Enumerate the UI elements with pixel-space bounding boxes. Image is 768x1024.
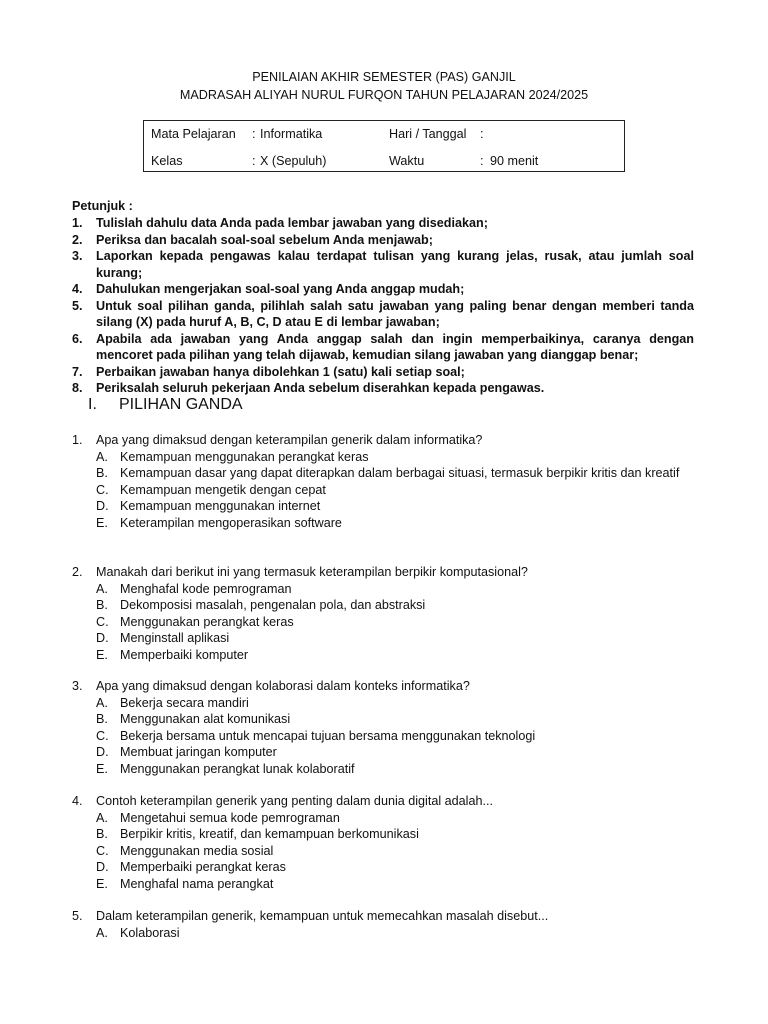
class-label: Kelas xyxy=(151,154,183,168)
question-text: Dalam keterampilan generik, kemampuan untuk memecahkan masalah disebut... xyxy=(96,909,549,923)
info-row-subject xyxy=(144,125,624,143)
instruction-text: Periksa dan bacalah soal-soal sebelum Anda menjawab; xyxy=(96,232,433,247)
instruction-text: Laporkan kepada pengawas kalau terdapat tulisan yang kurang jelas, rusak, atau jumlah soal kurang; xyxy=(96,249,694,280)
option-letter: B. xyxy=(96,466,108,480)
option-letter: A. xyxy=(96,810,108,825)
instruction-text: Tulislah dahulu data Anda pada lembar jawaban yang disediakan; xyxy=(96,216,488,230)
section-title: PILIHAN GANDA xyxy=(119,396,243,413)
question-2 xyxy=(72,564,694,663)
question-number: 2. xyxy=(72,565,83,579)
exam-header xyxy=(0,68,768,104)
option-text: Kemampuan mengetik dengan cepat xyxy=(120,482,326,497)
instruction-number: 2. xyxy=(72,232,83,247)
question-number: 1. xyxy=(72,433,83,447)
option-item xyxy=(72,761,694,778)
option-letter: E. xyxy=(96,647,108,662)
option-text: Bekerja bersama untuk mencapai tujuan bersama menggunakan teknologi xyxy=(120,728,536,743)
instructions xyxy=(72,198,694,397)
question-text: Manakah dari berikut ini yang termasuk keterampilan berpikir komputasional? xyxy=(96,565,528,579)
question-4 xyxy=(72,793,694,892)
instruction-item xyxy=(72,248,694,281)
instruction-text: Perbaikan jawaban hanya dibolehkan 1 (satu) kali setiap soal; xyxy=(96,364,465,379)
option-item xyxy=(72,826,694,843)
option-list xyxy=(72,695,694,778)
option-letter: D. xyxy=(96,631,109,645)
instruction-item xyxy=(72,364,694,381)
option-text: Menghafal nama perangkat xyxy=(120,876,274,891)
option-letter: E. xyxy=(96,515,108,530)
option-letter: B. xyxy=(96,712,108,726)
option-text: Keterampilan mengoperasikan software xyxy=(120,515,342,530)
option-list xyxy=(72,810,694,893)
time-colon: : xyxy=(480,154,484,168)
instruction-text: Apabila ada jawaban yang Anda anggap salah dan ingin memperbaikinya, caranya dengan mencoret pada pilihan yang telah dijawab, kemudian silang jawaban yang dianggap benar; xyxy=(96,331,694,362)
option-text: Berpikir kritis, kreatif, dan kemampuan berkomunikasi xyxy=(120,827,419,841)
option-text: Menggunakan alat komunikasi xyxy=(120,712,291,726)
instructions-list xyxy=(72,215,694,397)
option-letter: A. xyxy=(96,925,108,940)
option-item xyxy=(72,581,694,598)
question-stem xyxy=(72,678,694,695)
option-item xyxy=(72,647,694,664)
question-stem xyxy=(72,908,694,925)
instruction-number: 4. xyxy=(72,282,83,296)
time-label: Waktu xyxy=(389,154,425,168)
instruction-item xyxy=(72,380,694,397)
time-value: 90 menit xyxy=(490,154,539,168)
option-item xyxy=(72,498,694,515)
option-letter: B. xyxy=(96,827,108,841)
option-letter: B. xyxy=(96,598,108,612)
section-number: I. xyxy=(88,396,97,413)
option-letter: E. xyxy=(96,876,108,891)
option-letter: C. xyxy=(96,482,109,497)
option-item xyxy=(72,728,694,745)
question-text: Apa yang dimaksud dengan keterampilan generik dalam informatika? xyxy=(96,433,483,447)
question-number: 5. xyxy=(72,909,83,923)
option-text: Membuat jaringan komputer xyxy=(120,745,277,759)
class-colon: : xyxy=(252,154,256,168)
option-item xyxy=(72,449,694,466)
exam-info-box xyxy=(143,120,625,172)
option-item xyxy=(72,925,694,942)
class-value: X (Sepuluh) xyxy=(260,154,327,168)
option-item xyxy=(72,843,694,860)
option-text: Menginstall aplikasi xyxy=(120,631,230,645)
option-item xyxy=(72,810,694,827)
option-item xyxy=(72,876,694,893)
question-text: Apa yang dimaksud dengan kolaborasi dalam konteks informatika? xyxy=(96,679,470,693)
option-letter: C. xyxy=(96,728,109,743)
option-letter: D. xyxy=(96,745,109,759)
instruction-item xyxy=(72,215,694,232)
question-number: 4. xyxy=(72,794,83,808)
instructions-title: Petunjuk : xyxy=(72,199,133,213)
option-item xyxy=(72,482,694,499)
instruction-number: 8. xyxy=(72,381,83,395)
option-item xyxy=(72,515,694,532)
option-letter: C. xyxy=(96,614,109,629)
header-school: MADRASAH ALIYAH NURUL FURQON TAHUN PELAJARAN 2024/2025 xyxy=(179,88,589,102)
option-list xyxy=(72,925,694,942)
option-text: Mengetahui semua kode pemrograman xyxy=(120,810,340,825)
option-item xyxy=(72,711,694,728)
option-letter: D. xyxy=(96,860,109,874)
instruction-text: Untuk soal pilihan ganda, pilihlah salah satu jawaban yang paling benar dengan memberi tanda silang (X) pada huruf A, B, C, D atau E di lembar jawaban; xyxy=(96,298,694,329)
day-colon: : xyxy=(480,127,484,141)
question-stem xyxy=(72,564,694,581)
question-5 xyxy=(72,908,694,941)
option-item xyxy=(72,630,694,647)
instruction-item xyxy=(72,281,694,298)
option-item xyxy=(72,859,694,876)
header-title: PENILAIAN AKHIR SEMESTER (PAS) GANJIL xyxy=(252,70,516,84)
question-stem xyxy=(72,793,694,810)
option-letter: A. xyxy=(96,449,108,464)
option-text: Menggunakan perangkat lunak kolaboratif xyxy=(120,761,355,776)
instruction-number: 3. xyxy=(72,249,83,263)
option-text: Kemampuan menggunakan perangkat keras xyxy=(120,449,369,464)
option-letter: C. xyxy=(96,843,109,858)
option-item xyxy=(72,614,694,631)
question-text: Contoh keterampilan generik yang penting dalam dunia digital adalah... xyxy=(96,794,493,808)
instruction-item xyxy=(72,232,694,249)
info-row-class xyxy=(144,152,624,170)
option-item xyxy=(72,597,694,614)
question-3 xyxy=(72,678,694,777)
option-text: Bekerja secara mandiri xyxy=(120,695,249,710)
question-number: 3. xyxy=(72,679,83,693)
option-text: Menggunakan perangkat keras xyxy=(120,614,294,629)
option-text: Dekomposisi masalah, pengenalan pola, dan abstraksi xyxy=(120,598,426,612)
subject-label: Mata Pelajaran xyxy=(151,127,236,141)
instruction-number: 1. xyxy=(72,216,83,230)
instruction-text: Periksalah seluruh pekerjaan Anda sebelum diserahkan kepada pengawas. xyxy=(96,381,545,395)
option-list xyxy=(72,449,694,532)
option-text: Menggunakan media sosial xyxy=(120,843,274,858)
instruction-number: 6. xyxy=(72,331,83,346)
option-item xyxy=(72,695,694,712)
option-letter: D. xyxy=(96,499,109,513)
option-letter: A. xyxy=(96,695,108,710)
option-text: Kemampuan dasar yang dapat diterapkan dalam berbagai situasi, termasuk berpikir kritis dan kreatif xyxy=(120,466,680,480)
option-letter: E. xyxy=(96,761,108,776)
option-text: Menghafal kode pemrograman xyxy=(120,581,292,596)
day-label: Hari / Tanggal xyxy=(389,127,467,141)
instruction-number: 7. xyxy=(72,364,83,379)
instruction-item xyxy=(72,298,694,331)
instruction-number: 5. xyxy=(72,298,83,313)
option-letter: A. xyxy=(96,581,108,596)
question-stem xyxy=(72,432,694,449)
subject-value: Informatika xyxy=(260,127,323,141)
subject-colon: : xyxy=(252,127,256,141)
option-text: Memperbaiki komputer xyxy=(120,647,249,662)
option-text: Kolaborasi xyxy=(120,925,180,940)
instruction-item xyxy=(72,331,694,364)
option-item xyxy=(72,465,694,482)
question-1 xyxy=(72,432,694,531)
option-list xyxy=(72,581,694,664)
instruction-text: Dahulukan mengerjakan soal-soal yang Anda anggap mudah; xyxy=(96,282,465,296)
option-item xyxy=(72,744,694,761)
option-text: Memperbaiki perangkat keras xyxy=(120,860,286,874)
option-text: Kemampuan menggunakan internet xyxy=(120,499,321,513)
